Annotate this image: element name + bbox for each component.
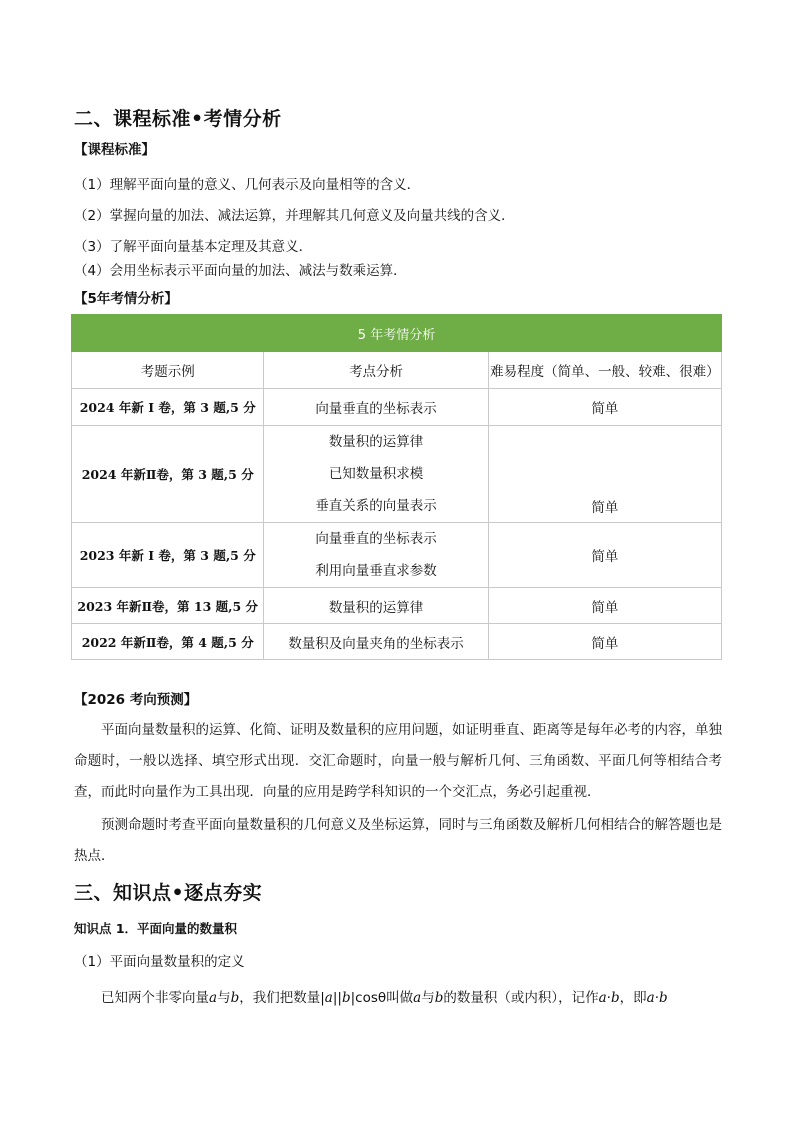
table-row [72, 588, 722, 624]
header-example: 考题示例 [72, 352, 264, 389]
standard-item-1: （1）理解平面向量的意义、几何表示及向量相等的含义． [74, 177, 421, 193]
table-title: 5 年考情分析 [72, 315, 722, 352]
exam-example: 2023 年新Ⅱ卷，第 13 题,5 分 [72, 588, 264, 624]
table-row [72, 624, 722, 660]
exam-points [264, 523, 488, 588]
exam-difficulty: 简单 [488, 523, 721, 588]
standards-heading: 【课程标准】 [74, 142, 155, 158]
table-row [72, 389, 722, 426]
exam-example: 2024 年新 I 卷，第 3 题,5 分 [72, 389, 264, 426]
section-three-title: 三、知识点•逐点夯实 [74, 882, 263, 904]
exam-points [264, 426, 488, 523]
standard-item-4: （4）会用坐标表示平面向量的加法、减法与数乘运算． [74, 263, 407, 279]
forecast-paragraph-2: 预测命题时考查平面向量数量积的几何意义及坐标运算，同时与三角函数及解析几何相结合的解答题也是热点． [74, 817, 722, 864]
analysis-heading: 【5年考情分析】 [74, 291, 178, 307]
exam-difficulty: 简单 [488, 588, 721, 624]
exam-point: 向量垂直的坐标表示 [315, 531, 437, 547]
vector-a: a [209, 990, 218, 1006]
vector-a: a [598, 990, 607, 1006]
exam-difficulty: 简单 [488, 426, 721, 523]
standard-item-3: （3）了解平面向量基本定理及其意义． [74, 239, 313, 255]
knowledge-point-heading: 知识点 1．平面向量的数量积 [74, 921, 238, 936]
exam-point: 垂直关系的向量表示 [315, 498, 437, 514]
vector-a: a [646, 990, 655, 1006]
exam-point: 数量积的运算律 [328, 434, 424, 450]
exam-example: 2024 年新Ⅱ卷，第 3 题,5 分 [72, 426, 264, 523]
exam-point: 向量垂直的坐标表示 [264, 389, 488, 426]
header-points: 考点分析 [264, 352, 488, 389]
vector-a: a [413, 990, 422, 1006]
vector-b: b [610, 990, 620, 1006]
table-row [72, 523, 722, 588]
standard-item-2: （2）掌握向量的加法、减法运算，并理解其几何意义及向量共线的含义． [74, 208, 515, 224]
definition-text: 已知两个非零向量a与b，我们把数量|a||b|cosθ叫做a与b的数量积（或内积），记作a·b，即a·b [101, 990, 668, 1006]
forecast-heading: 【2026 考向预测】 [74, 692, 198, 708]
forecast-paragraph-1: 平面向量数量积的运算、化简、证明及数量积的应用问题，如证明垂直、距离等是每年必考的内容，单独命题时，一般以选择、填空形式出现．交汇命题时，向量一般与解析几何、三角函数、平面几何等相结合考查，而此时向量作为工具出现．向量的应用是跨学科知识的一个交汇点，务必引起重视． [74, 722, 722, 800]
vector-b: b [658, 990, 668, 1006]
table-row [72, 426, 722, 523]
definition-subheading: （1）平面向量数量积的定义 [74, 954, 245, 970]
exam-example: 2022 年新Ⅱ卷，第 4 题,5 分 [72, 624, 264, 660]
exam-analysis-table [71, 314, 722, 660]
vector-b: b [230, 990, 240, 1006]
section-two-title: 二、课程标准•考情分析 [74, 108, 282, 130]
exam-difficulty: 简单 [488, 389, 721, 426]
vector-b: b [434, 990, 444, 1006]
exam-difficulty: 简单 [488, 624, 721, 660]
exam-point: 利用向量垂直求参数 [315, 563, 437, 579]
header-difficulty: 难易程度（简单、一般、较难、很难） [488, 352, 721, 389]
exam-example: 2023 年新 I 卷，第 3 题,5 分 [72, 523, 264, 588]
exam-point: 数量积的运算律 [264, 588, 488, 624]
vector-b: b [341, 990, 351, 1006]
vector-a: a [324, 990, 333, 1006]
exam-point: 数量积及向量夹角的坐标表示 [264, 624, 488, 660]
exam-point: 已知数量积求模 [328, 466, 424, 482]
